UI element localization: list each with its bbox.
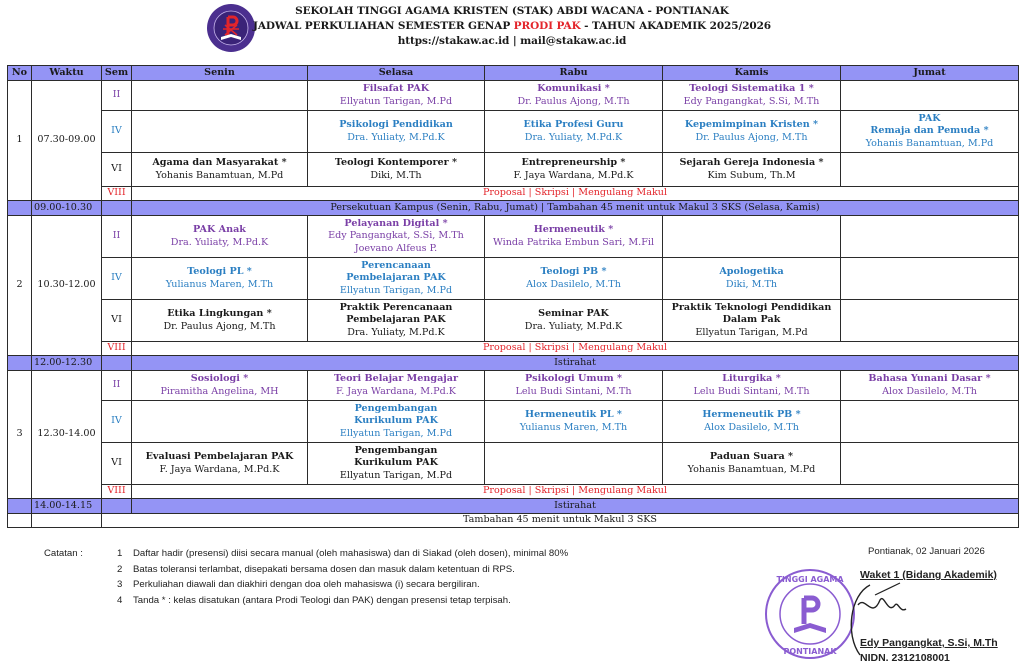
class-cell-senin[interactable] (132, 216, 308, 258)
class-cell-jumat (841, 153, 1019, 187)
course-name: PAK (918, 112, 941, 124)
table-row-viii (8, 485, 1019, 499)
class-cell-rabu (485, 443, 663, 485)
semester-viii-note: Proposal | Skripsi | Mengulang Makul (132, 187, 1019, 201)
course-name: Teologi PL * (187, 265, 252, 277)
class-cell-selasa[interactable] (308, 81, 485, 111)
course-name: Kurikulum PAK (354, 415, 438, 427)
class-cell-kamis[interactable] (663, 371, 841, 401)
lecturer-name: Dra. Yuliaty, M.Pd.K (347, 326, 445, 338)
note-item (117, 577, 637, 593)
footer-no (8, 514, 32, 528)
course-name: Dalam Pak (722, 314, 781, 326)
slot-number: 1 (8, 81, 32, 201)
course-name: Liturgika * (722, 372, 781, 384)
footer-row (8, 514, 1019, 528)
class-cell-senin (132, 111, 308, 153)
course-name: Entrepreneurship * (521, 156, 626, 168)
lecturer-name: Edy Pangangkat, S.Si, M.Th (683, 95, 820, 107)
course-name: Bahasa Yunani Dasar * (868, 372, 991, 384)
lecturer-name: Dra. Yuliaty, M.Pd.K (524, 320, 623, 332)
table-row (8, 81, 1019, 111)
class-cell-kamis[interactable] (663, 401, 841, 443)
column-header-rabu: Rabu (485, 66, 663, 81)
course-name: Seminar PAK (538, 307, 609, 319)
table-row (8, 153, 1019, 187)
document-header (0, 4, 1024, 49)
course-name: Paduan Suara * (709, 450, 794, 462)
class-cell-selasa[interactable] (308, 300, 485, 342)
class-cell-rabu[interactable] (485, 81, 663, 111)
lecturer-name: Yulianus Maren, M.Th (165, 278, 274, 290)
lecturer-name: Yulianus Maren, M.Th (519, 421, 628, 433)
break-description: Istirahat (132, 356, 1019, 371)
lecturer-name: Dra. Yuliaty, M.Pd.K (170, 236, 269, 248)
lecturer-name: Kim Subum, Th.M (707, 169, 796, 181)
lecturer-name: Diki, M.Th (370, 169, 422, 181)
table-row (8, 300, 1019, 342)
class-cell-senin[interactable] (132, 443, 308, 485)
slot-number: 3 (8, 371, 32, 499)
course-name: Teologi Sistematika 1 * (689, 82, 814, 94)
column-header-waktu: Waktu (32, 66, 102, 81)
table-row-viii (8, 187, 1019, 201)
note-item (117, 546, 637, 562)
semester-label: VIII (102, 187, 132, 201)
break-no (8, 499, 32, 514)
course-name: Pengembangan (354, 444, 438, 456)
semester-label: VIII (102, 485, 132, 499)
course-name: Hermeneutik PL * (525, 408, 622, 420)
course-name: Evaluasi Pembelajaran PAK (145, 450, 294, 462)
course-name: Psikologi Pendidikan (339, 118, 453, 130)
institution-name: SEKOLAH TINGGI AGAMA KRISTEN (STAK) ABDI WACANA - PONTIANAK (295, 5, 729, 17)
semester-label: IV (102, 258, 132, 300)
lecturer-name: Yohanis Banamtuan, M.Pd (865, 137, 994, 149)
course-name: Kepemimpinan Kristen * (684, 118, 819, 130)
class-cell-rabu[interactable] (485, 111, 663, 153)
class-cell-jumat (841, 216, 1019, 258)
contact-line: https://stakaw.ac.id | mail@stakaw.ac.id (397, 35, 627, 47)
note-number: 4 (117, 594, 123, 606)
signatory-name: Edy Pangangkat, S.Si, M.Th (860, 637, 998, 649)
semester-label: VI (102, 153, 132, 187)
semester-label: VI (102, 300, 132, 342)
break-description: Persekutuan Kampus (Senin, Rabu, Jumat) | Tambahan 45 menit untuk Makul 3 SKS (Selasa, Kamis) (132, 201, 1019, 216)
class-cell-rabu[interactable] (485, 371, 663, 401)
schedule-table (7, 65, 1019, 528)
class-cell-jumat (841, 401, 1019, 443)
table-row (8, 371, 1019, 401)
course-name: Teori Belajar Mengajar (333, 372, 459, 384)
class-cell-rabu[interactable] (485, 300, 663, 342)
lecturer-name: Diki, M.Th (725, 278, 778, 290)
lecturer-name: Piramitha Angelina, MH (160, 385, 279, 397)
column-header-selasa: Selasa (308, 66, 485, 81)
semester-label: VIII (102, 342, 132, 356)
column-header-sem: Sem (102, 66, 132, 81)
table-header-row (8, 66, 1019, 81)
semester-label: IV (102, 401, 132, 443)
note-number: 2 (117, 563, 123, 575)
course-name: Agama dan Masyarakat * (152, 156, 287, 168)
lecturer-name: Yohanis Banamtuan, M.Pd (155, 169, 284, 181)
table-row-viii (8, 342, 1019, 356)
lecturer-name: Lelu Budi Sintani, M.Th (515, 385, 632, 397)
course-name: Sejarah Gereja Indonesia * (679, 156, 824, 168)
signatory-position: Waket 1 (Bidang Akademik) (860, 569, 997, 581)
class-cell-senin[interactable] (132, 371, 308, 401)
break-row (8, 499, 1019, 514)
semester-label: II (102, 216, 132, 258)
note-text: Perkuliahan diawali dan diakhiri dengan doa oleh mahasiswa (i) secara bergiliran. (133, 579, 480, 591)
break-sem (102, 499, 132, 514)
course-name: Etika Profesi Guru (523, 118, 624, 130)
note-item (117, 593, 637, 609)
break-row (8, 201, 1019, 216)
course-name: Pelayanan Digital * (344, 217, 448, 229)
class-cell-kamis[interactable] (663, 153, 841, 187)
table-row (8, 443, 1019, 485)
lecturer-name: Yohanis Banamtuan, M.Pd (687, 463, 816, 475)
course-name: Pengembangan (354, 402, 438, 414)
class-cell-rabu[interactable] (485, 258, 663, 300)
lecturer-name: Dra. Yuliaty, M.Pd.K (347, 131, 445, 143)
class-cell-senin[interactable] (132, 153, 308, 187)
lecturer-name: Lelu Budi Sintani, M.Th (693, 385, 810, 397)
course-name: Kurikulum PAK (354, 457, 438, 469)
class-cell-selasa[interactable] (308, 216, 485, 258)
semester-viii-note: Proposal | Skripsi | Mengulang Makul (132, 485, 1019, 499)
semester-label: VI (102, 443, 132, 485)
course-name: Sosiologi * (190, 372, 249, 384)
course-name: Hermeneutik PB * (702, 408, 801, 420)
break-row (8, 356, 1019, 371)
course-name: Psikologi Umum * (524, 372, 623, 384)
class-cell-jumat (841, 300, 1019, 342)
course-name: PAK Anak (193, 223, 246, 235)
break-description: Istirahat (132, 499, 1019, 514)
lecturer-name: Ellyatun Tarigan, M.Pd (339, 95, 453, 107)
course-name: Etika Lingkungan * (167, 307, 272, 319)
semester-label: IV (102, 111, 132, 153)
column-header-jumat: Jumat (841, 66, 1019, 81)
lecturer-name: F. Jaya Wardana, M.Pd.K (513, 169, 634, 181)
note-text: Batas toleransi terlambat, disepakati bersama dosen dan masuk dalam ketentuan di RPS. (133, 563, 515, 575)
slot-time: 10.30-12.00 (32, 216, 102, 356)
lecturer-name: F. Jaya Wardana, M.Pd.K (336, 385, 456, 397)
course-name: Remaja dan Pemuda * (870, 125, 989, 137)
table-row (8, 111, 1019, 153)
lecturer-name: Dr. Paulus Ajong, M.Th (517, 95, 630, 107)
table-row (8, 401, 1019, 443)
svg-text:TINGGI AGAMA: TINGGI AGAMA (776, 575, 844, 584)
break-sem (102, 201, 132, 216)
lecturer-name: Winda Patrika Embun Sari, M.Fil (492, 236, 655, 248)
note-number: 1 (117, 548, 123, 559)
semester-label: II (102, 81, 132, 111)
program-name: PRODI PAK (513, 20, 581, 32)
class-cell-selasa[interactable] (308, 443, 485, 485)
course-name: Teologi PB * (540, 265, 607, 277)
class-cell-kamis[interactable] (663, 443, 841, 485)
class-cell-rabu[interactable] (485, 153, 663, 187)
class-cell-senin[interactable] (132, 258, 308, 300)
lecturer-name: F. Jaya Wardana, M.Pd.K (159, 463, 280, 475)
course-name: Filsafat PAK (362, 82, 430, 94)
class-cell-rabu[interactable] (485, 216, 663, 258)
class-cell-rabu[interactable] (485, 401, 663, 443)
course-name: Praktik Teknologi Pendidikan (671, 301, 832, 313)
course-name: Hermeneutik * (533, 223, 614, 235)
lecturer-name: Ellyatun Tarigan, M.Pd (339, 427, 453, 439)
footer-time (32, 514, 102, 528)
column-header-senin: Senin (132, 66, 308, 81)
break-time: 09.00-10.30 (32, 201, 102, 216)
course-name: Pembelajaran PAK (346, 314, 446, 326)
class-cell-selasa[interactable] (308, 371, 485, 401)
course-name: Praktik Perencanaan (339, 301, 453, 313)
class-cell-jumat (841, 443, 1019, 485)
class-cell-jumat (841, 258, 1019, 300)
class-cell-kamis (663, 216, 841, 258)
class-cell-senin (132, 81, 308, 111)
class-cell-senin[interactable] (132, 300, 308, 342)
semester-label: II (102, 371, 132, 401)
class-cell-selasa[interactable] (308, 401, 485, 443)
note-text: Tanda * : kelas disatukan (antara Prodi Teologi dan PAK) dengan presensi tetap terpisah. (133, 594, 511, 606)
svg-text:PONTIANAK: PONTIANAK (783, 647, 837, 656)
break-no (8, 201, 32, 216)
course-name: Komunikasi * (537, 82, 610, 94)
course-name: Teologi Kontemporer * (334, 156, 458, 168)
footer-note: Tambahan 45 menit untuk Makul 3 SKS (102, 514, 1019, 528)
class-cell-jumat[interactable] (841, 111, 1019, 153)
lecturer-name: Dr. Paulus Ajong, M.Th (695, 131, 808, 143)
class-cell-jumat (841, 81, 1019, 111)
class-cell-jumat[interactable] (841, 371, 1019, 401)
class-cell-selasa[interactable] (308, 258, 485, 300)
class-cell-selasa[interactable] (308, 111, 485, 153)
note-number: 3 (117, 579, 123, 591)
table-row (8, 216, 1019, 258)
break-time: 12.00-12.30 (32, 356, 102, 371)
lecturer-name: Ellyatun Tarigan, M.Pd (339, 469, 453, 481)
slot-number: 2 (8, 216, 32, 356)
column-header-no: No (8, 66, 32, 81)
class-cell-kamis[interactable] (663, 111, 841, 153)
notes-label: Catatan : (44, 548, 83, 559)
lecturer-name: Dra. Yuliaty, M.Pd.K (524, 131, 623, 143)
class-cell-selasa[interactable] (308, 153, 485, 187)
note-text: Daftar hadir (presensi) diisi secara manual (oleh mahasiswa) dan di Siakad (oleh dosen), minimal 80% (133, 548, 569, 559)
lecturer-name: Joevano Alfeus P. (354, 242, 438, 254)
signatory-nidn: NIDN. 2312108001 (860, 652, 950, 664)
lecturer-name: Alox Dasilelo, M.Th (704, 421, 799, 433)
lecturer-name: Ellyatun Tarigan, M.Pd (339, 284, 453, 296)
place-date: Pontianak, 02 Januari 2026 (868, 546, 985, 557)
slot-time: 07.30-09.00 (32, 81, 102, 201)
course-name: Apologetika (719, 265, 784, 277)
class-cell-kamis[interactable] (663, 300, 841, 342)
note-item (117, 562, 637, 578)
class-cell-senin (132, 401, 308, 443)
break-sem (102, 356, 132, 371)
class-cell-kamis[interactable] (663, 258, 841, 300)
table-row (8, 258, 1019, 300)
lecturer-name: Ellyatun Tarigan, M.Pd (695, 326, 808, 338)
column-header-kamis: Kamis (663, 66, 841, 81)
lecturer-name: Dr. Paulus Ajong, M.Th (163, 320, 276, 332)
lecturer-name: Edy Pangangkat, S.Si, M.Th (328, 230, 464, 242)
break-time: 14.00-14.15 (32, 499, 102, 514)
lecturer-name: Alox Dasilelo, M.Th (526, 278, 621, 290)
semester-viii-note: Proposal | Skripsi | Mengulang Makul (132, 342, 1019, 356)
class-cell-kamis[interactable] (663, 81, 841, 111)
lecturer-name: Alox Dasilelo, M.Th (882, 385, 977, 397)
course-name: Pembelajaran PAK (346, 272, 446, 284)
course-name: Perencanaan (361, 259, 431, 271)
schedule-title: JADWAL PERKULIAHAN SEMESTER GENAP PRODI PAK - TAHUN AKADEMIK 2025/2026 (252, 20, 772, 32)
slot-time: 12.30-14.00 (32, 371, 102, 499)
break-no (8, 356, 32, 371)
